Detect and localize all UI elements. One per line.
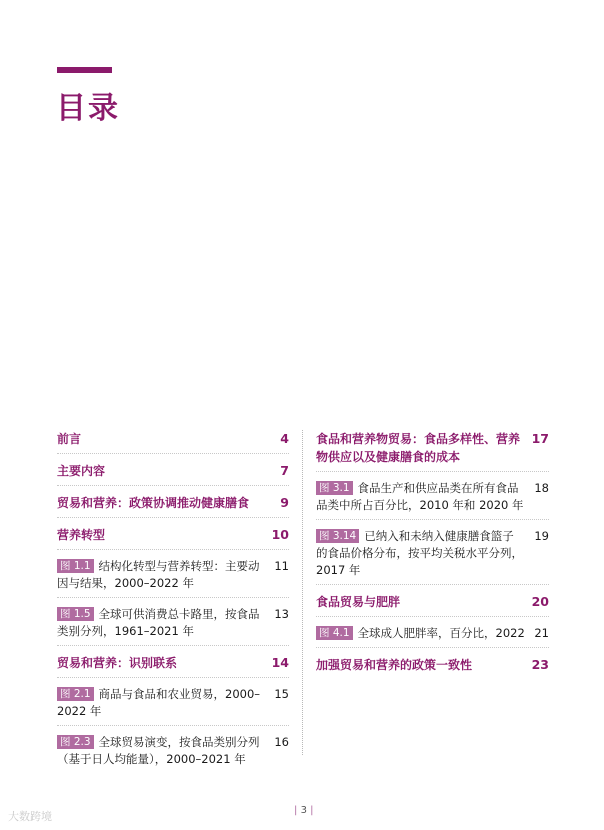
figure-entry-body: [316, 480, 533, 514]
figure-label-badge: 图 4.1: [316, 626, 353, 640]
figure-title: 商品与食品和农业贸易，2000–2022 年: [57, 687, 261, 718]
section-page-number: 17: [531, 431, 549, 446]
toc-figure-entry[interactable]: [316, 526, 549, 585]
toc-left-column: [57, 428, 289, 779]
section-title: 贸易和营养：识别联系: [57, 656, 178, 670]
figure-title: 全球贸易演变，按食品类别分列（基于日人均能量），2000–2021 年: [57, 735, 260, 766]
toc-figure-entry[interactable]: [316, 623, 549, 648]
toc-section-entry[interactable]: [57, 492, 289, 518]
figure-entry-body: [316, 625, 533, 642]
section-page-number: 9: [280, 495, 289, 510]
toc-section-entry[interactable]: [316, 591, 549, 617]
section-title: 食品和营养物贸易：食品多样性、营养物供应以及健康膳食的成本: [316, 432, 521, 464]
figure-label-badge: 图 1.1: [57, 559, 94, 573]
toc-section-entry[interactable]: [316, 428, 549, 472]
column-divider: [302, 430, 303, 755]
section-page-number: 23: [531, 657, 549, 672]
toc-figure-entry[interactable]: [57, 556, 289, 598]
figure-label-badge: 图 2.3: [57, 735, 94, 749]
section-page-number: 7: [280, 463, 289, 478]
page-title: 目录: [56, 91, 120, 126]
section-title: 主要内容: [57, 464, 106, 478]
section-page-number: 4: [280, 431, 289, 446]
figure-page-number: 21: [534, 626, 549, 640]
toc-section-entry[interactable]: [316, 654, 549, 679]
toc-section-entry[interactable]: [57, 652, 289, 678]
section-page-number: 10: [271, 527, 289, 542]
figure-title: 结构化转型与营养转型：主要动因与结果，2000–2022 年: [57, 559, 260, 590]
figure-label-badge: 图 2.1: [57, 687, 94, 701]
toc-figure-entry[interactable]: [57, 732, 289, 773]
figure-label-badge: 图 1.5: [57, 607, 94, 621]
toc-right-column: [316, 428, 549, 685]
figure-page-number: 15: [274, 687, 289, 701]
figure-entry-body: [57, 686, 273, 720]
section-title: 前言: [57, 432, 82, 446]
figure-entry-body: [316, 528, 533, 579]
toc-figure-entry[interactable]: [57, 684, 289, 726]
figure-entry-body: [57, 606, 273, 640]
section-page-number: 20: [531, 594, 549, 609]
figure-label-badge: 图 3.1: [316, 481, 353, 495]
toc-figure-entry[interactable]: [57, 604, 289, 646]
section-title: 营养转型: [57, 528, 106, 542]
figure-label-badge: 图 3.14: [316, 529, 359, 543]
section-page-number: 14: [271, 655, 289, 670]
figure-page-number: 18: [534, 481, 549, 495]
figure-entry-body: [57, 558, 273, 592]
section-title: 加强贸易和营养的政策一致性: [316, 658, 473, 672]
section-title: 食品贸易与肥胖: [316, 595, 401, 609]
figure-entry-body: [57, 734, 273, 768]
figure-page-number: 11: [274, 559, 289, 573]
figure-title: 食品生产和供应品类在所有食品品类中所占百分比，2010 年和 2020 年: [316, 481, 524, 512]
toc-section-entry[interactable]: [57, 524, 289, 550]
section-title: 贸易和营养：政策协调推动健康膳食: [57, 496, 250, 510]
figure-title: 已纳入和未纳入健康膳食篮子的食品价格分布，按平均关税水平分列，2017 年: [316, 529, 523, 577]
page-number: | 3 |: [294, 805, 314, 816]
toc-figure-entry[interactable]: [316, 478, 549, 520]
toc-section-entry[interactable]: [57, 428, 289, 454]
figure-title: 全球可供消费总卡路里，按食品类别分列，1961–2021 年: [57, 607, 260, 638]
toc-section-entry[interactable]: [57, 460, 289, 486]
figure-title: 全球成人肥胖率，百分比，2022: [357, 626, 525, 640]
figure-page-number: 13: [274, 607, 289, 621]
watermark: 大数跨境: [8, 810, 52, 823]
figure-page-number: 19: [534, 529, 549, 543]
figure-page-number: 16: [274, 735, 289, 749]
title-accent-bar: [57, 67, 112, 73]
